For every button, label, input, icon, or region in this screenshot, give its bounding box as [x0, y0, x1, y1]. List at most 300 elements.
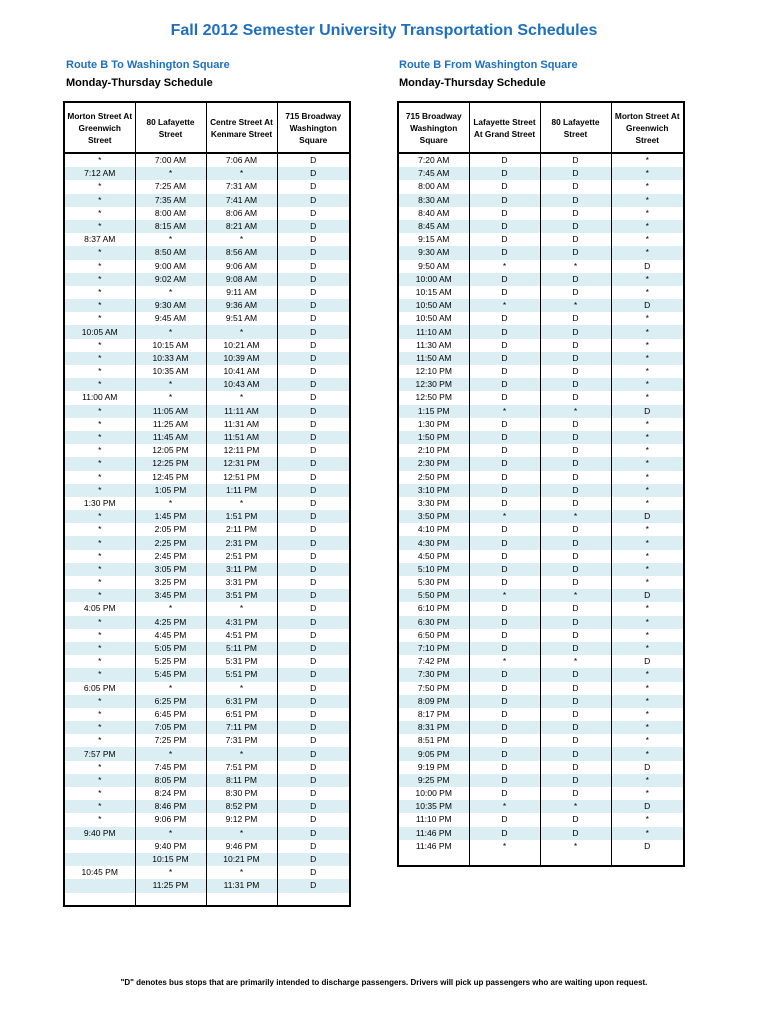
- table-cell: D: [540, 827, 611, 840]
- table-row: [64, 352, 350, 365]
- table-row: [398, 457, 684, 470]
- table-cell: *: [98, 735, 102, 746]
- table-cell: 9:46 PM: [206, 840, 277, 853]
- table-cell: D: [277, 286, 350, 299]
- table-cell: D: [277, 457, 350, 470]
- table-cell: 1:30 PM: [83, 497, 116, 508]
- table-row: [398, 352, 684, 365]
- table-cell: D: [277, 827, 350, 840]
- table-cell: 6:45 PM: [135, 708, 206, 721]
- page-title: Fall 2012 Semester University Transportation Schedules: [170, 22, 598, 39]
- table-cell: D: [469, 682, 540, 695]
- table-row: [398, 273, 684, 286]
- table-cell: *: [135, 497, 206, 510]
- table-cell: 4:05 PM: [83, 603, 116, 614]
- table-cell: D: [277, 734, 350, 747]
- table-cell: *: [611, 813, 684, 826]
- table-cell: *: [469, 260, 540, 273]
- table-row: [398, 774, 684, 787]
- table-cell: 8:11 PM: [206, 774, 277, 787]
- table-cell: D: [469, 207, 540, 220]
- table-cell: D: [469, 180, 540, 193]
- table-cell: *: [206, 233, 277, 246]
- table-cell: D: [277, 853, 350, 866]
- table-cell: D: [540, 325, 611, 338]
- table-cell: 8:30 AM: [398, 194, 469, 207]
- table-row: [64, 813, 350, 826]
- table-row: [398, 629, 684, 642]
- table-cell: 11:30 AM: [416, 339, 452, 350]
- table-cell: D: [540, 246, 611, 259]
- table-row: [64, 563, 350, 576]
- table-cell: [64, 840, 135, 853]
- table-cell: 9:02 AM: [135, 273, 206, 286]
- table-cell: 9:40 PM: [135, 840, 206, 853]
- table-cell: D: [540, 747, 611, 760]
- table-cell: *: [98, 761, 102, 772]
- table-cell: 8:52 PM: [206, 800, 277, 813]
- table-cell: D: [277, 378, 350, 391]
- table-cell: D: [277, 352, 350, 365]
- table-cell: D: [540, 550, 611, 563]
- table-cell: 11:10 PM: [415, 814, 452, 825]
- table-cell: D: [277, 682, 350, 695]
- table-cell: *: [206, 866, 277, 879]
- table-cell: D: [540, 418, 611, 431]
- table-cell: D: [540, 708, 611, 721]
- route-from-schedule-label: Monday-Thursday Schedule: [399, 77, 546, 89]
- table-cell: 8:06 AM: [206, 207, 277, 220]
- table-cell: D: [540, 457, 611, 470]
- table-cell: *: [540, 589, 611, 602]
- table-cell: 11:05 AM: [135, 405, 206, 418]
- table-cell: 8:40 AM: [418, 207, 450, 218]
- table-cell: *: [611, 325, 684, 338]
- table-cell: 5:10 PM: [398, 563, 469, 576]
- table-cell: D: [277, 431, 350, 444]
- table-cell: 11:46 PM: [415, 840, 452, 851]
- column-header: Morton Street At Greenwich Street: [64, 102, 135, 153]
- table-cell: 11:25 AM: [135, 418, 206, 431]
- table-cell: 7:57 PM: [64, 747, 135, 760]
- column-header: 80 Lafayette Street: [540, 102, 611, 153]
- table-cell: *: [135, 325, 206, 338]
- table-cell: *: [135, 378, 206, 391]
- table-cell: 9:15 AM: [418, 234, 450, 245]
- table-row: [64, 405, 350, 418]
- table-row: [64, 866, 350, 879]
- table-cell: D: [469, 642, 540, 655]
- table-row: [398, 800, 684, 813]
- table-cell: *: [98, 207, 102, 218]
- table-cell: 3:30 PM: [417, 497, 450, 508]
- table-cell: D: [277, 616, 350, 629]
- table-cell: D: [540, 761, 611, 774]
- table-cell: 10:33 AM: [135, 352, 206, 365]
- table-cell: *: [64, 616, 135, 629]
- table-cell: 8:00 AM: [135, 207, 206, 220]
- table-row: [64, 787, 350, 800]
- table-cell: D: [277, 207, 350, 220]
- table-row: [398, 444, 684, 457]
- table-cell: 10:41 AM: [206, 365, 277, 378]
- table-cell: 1:51 PM: [206, 510, 277, 523]
- table-cell: 6:05 PM: [83, 682, 116, 693]
- table-cell: *: [64, 405, 135, 418]
- table-cell: *: [611, 339, 684, 352]
- table-row: [64, 418, 350, 431]
- table-cell: *: [611, 668, 684, 681]
- table-row: [64, 708, 350, 721]
- table-cell: D: [277, 576, 350, 589]
- table-cell: 5:51 PM: [206, 668, 277, 681]
- table-row: [398, 233, 684, 246]
- table-row: [64, 444, 350, 457]
- table-cell: 7:42 PM: [417, 656, 450, 667]
- table-cell: *: [64, 536, 135, 549]
- table-cell: *: [98, 181, 102, 192]
- table-row: [64, 747, 350, 760]
- table-cell: 10:21 PM: [206, 853, 277, 866]
- table-cell: *: [611, 220, 684, 233]
- table-cell: 7:05 PM: [135, 721, 206, 734]
- table-row: [64, 378, 350, 391]
- table-cell: D: [540, 365, 611, 378]
- table-cell: D: [469, 550, 540, 563]
- table-cell: *: [64, 695, 135, 708]
- table-cell: 8:46 PM: [135, 800, 206, 813]
- table-row: [398, 497, 684, 510]
- table-cell: 5:45 PM: [135, 668, 206, 681]
- table-cell: 8:30 PM: [206, 787, 277, 800]
- table-cell: D: [469, 576, 540, 589]
- table-cell: D: [611, 800, 684, 813]
- table-cell: *: [64, 194, 135, 207]
- table-cell: 7:51 PM: [206, 761, 277, 774]
- table-cell: 8:31 PM: [398, 721, 469, 734]
- table-cell: 9:30 AM: [135, 299, 206, 312]
- table-cell: D: [540, 695, 611, 708]
- table-row: [64, 840, 350, 853]
- table-cell: *: [64, 484, 135, 497]
- table-cell: 2:11 PM: [206, 523, 277, 536]
- table-row: [64, 629, 350, 642]
- table-cell: *: [64, 378, 135, 391]
- table-row: [64, 260, 350, 273]
- table-cell: D: [469, 286, 540, 299]
- table-cell: [469, 853, 540, 866]
- table-row: [64, 431, 350, 444]
- table-row: [398, 246, 684, 259]
- table-cell: D: [277, 747, 350, 760]
- table-cell: 8:37 AM: [84, 234, 116, 245]
- table-cell: 7:45 PM: [135, 761, 206, 774]
- table-cell: D: [277, 761, 350, 774]
- table-cell: D: [277, 589, 350, 602]
- table-row: [398, 365, 684, 378]
- table-cell: 3:10 PM: [398, 484, 469, 497]
- table-cell: D: [540, 642, 611, 655]
- table-cell: 6:10 PM: [417, 603, 450, 614]
- table-cell: *: [64, 431, 135, 444]
- table-row: [398, 616, 684, 629]
- table-cell: *: [98, 788, 102, 799]
- table-cell: 8:50 AM: [135, 246, 206, 259]
- table-cell: *: [135, 233, 206, 246]
- table-row: [64, 339, 350, 352]
- table-row: [64, 800, 350, 813]
- table-cell: *: [611, 246, 684, 259]
- table-row: [398, 550, 684, 563]
- table-cell: D: [277, 246, 350, 259]
- table-cell: *: [540, 840, 611, 853]
- table-cell: D: [469, 444, 540, 457]
- table-cell: D: [469, 721, 540, 734]
- table-cell: 12:05 PM: [135, 444, 206, 457]
- table-cell: 7:31 PM: [206, 734, 277, 747]
- table-cell: D: [540, 629, 611, 642]
- table-row: [64, 273, 350, 286]
- table-cell: 1:11 PM: [206, 484, 277, 497]
- table-cell: 1:30 PM: [417, 418, 450, 429]
- table-row: [398, 589, 684, 602]
- table-cell: D: [469, 431, 540, 444]
- table-cell: D: [277, 523, 350, 536]
- table-cell: D: [277, 299, 350, 312]
- table-row: [64, 576, 350, 589]
- table-cell: *: [98, 471, 102, 482]
- table-cell: D: [540, 787, 611, 800]
- table-cell: 10:00 PM: [415, 788, 452, 799]
- table-row: [64, 695, 350, 708]
- table-cell: *: [611, 642, 684, 655]
- table-cell: D: [469, 813, 540, 826]
- table-row: [398, 471, 684, 484]
- table-cell: D: [277, 708, 350, 721]
- table-cell: *: [611, 180, 684, 193]
- table-cell: *: [98, 313, 102, 324]
- table-cell: 12:30 PM: [398, 378, 469, 391]
- table-cell: *: [611, 629, 684, 642]
- table-cell: *: [611, 352, 684, 365]
- table-cell: *: [611, 497, 684, 510]
- table-cell: 9:11 AM: [206, 286, 277, 299]
- table-row: [398, 510, 684, 523]
- table-row: [398, 642, 684, 655]
- table-cell: *: [98, 656, 102, 667]
- table-cell: *: [611, 616, 684, 629]
- table-cell: D: [611, 299, 684, 312]
- table-row: [398, 418, 684, 431]
- table-cell: [64, 879, 135, 892]
- table-cell: D: [540, 523, 611, 536]
- table-row: [64, 827, 350, 840]
- table-cell: *: [64, 589, 135, 602]
- table-cell: D: [277, 180, 350, 193]
- table-cell: D: [469, 352, 540, 365]
- table-cell: *: [540, 655, 611, 668]
- table-cell: 11:11 AM: [206, 405, 277, 418]
- table-row: [64, 484, 350, 497]
- table-cell: *: [611, 563, 684, 576]
- table-row: [398, 734, 684, 747]
- table-row: [64, 167, 350, 180]
- table-row: [398, 378, 684, 391]
- table-cell: 7:50 PM: [417, 682, 450, 693]
- table-row: [398, 827, 684, 840]
- table-cell: [611, 853, 684, 866]
- table-cell: 5:31 PM: [206, 655, 277, 668]
- table-cell: *: [206, 391, 277, 404]
- table-cell: 10:35 AM: [135, 365, 206, 378]
- table-cell: *: [135, 866, 206, 879]
- table-cell: 9:50 AM: [418, 260, 450, 271]
- table-row: [398, 813, 684, 826]
- table-row: [64, 523, 350, 536]
- table-cell: D: [540, 563, 611, 576]
- table-cell: 7:20 AM: [418, 155, 450, 166]
- table-cell: D: [469, 194, 540, 207]
- table-row: [64, 365, 350, 378]
- table-cell: 3:25 PM: [135, 576, 206, 589]
- table-row: [64, 668, 350, 681]
- table-cell: D: [277, 563, 350, 576]
- table-cell: *: [64, 352, 135, 365]
- table-cell: *: [611, 444, 684, 457]
- table-cell: 10:15 PM: [135, 853, 206, 866]
- table-cell: D: [469, 153, 540, 167]
- table-cell: D: [277, 497, 350, 510]
- table-row: [64, 194, 350, 207]
- table-cell: D: [611, 260, 684, 273]
- table-cell: D: [469, 325, 540, 338]
- table-cell: D: [540, 536, 611, 549]
- table-header-row: [398, 102, 684, 153]
- table-cell: D: [469, 312, 540, 325]
- table-cell: *: [611, 576, 684, 589]
- table-row: [398, 655, 684, 668]
- table-cell: 7:00 AM: [135, 153, 206, 167]
- column-header: 715 Broadway Washington Square: [398, 102, 469, 153]
- table-row: [64, 774, 350, 787]
- table-row: [64, 391, 350, 404]
- table-row: [64, 655, 350, 668]
- table-cell: D: [469, 418, 540, 431]
- table-cell: D: [277, 668, 350, 681]
- table-cell: 10:21 AM: [206, 339, 277, 352]
- table-cell: D: [469, 523, 540, 536]
- table-cell: D: [540, 668, 611, 681]
- table-cell: *: [611, 207, 684, 220]
- table-cell: D: [540, 273, 611, 286]
- table-cell: 8:21 AM: [206, 220, 277, 233]
- table-cell: D: [277, 774, 350, 787]
- table-cell: 9:40 PM: [64, 827, 135, 840]
- table-cell: 6:25 PM: [135, 695, 206, 708]
- table-cell: 6:51 PM: [206, 708, 277, 721]
- table-cell: *: [98, 260, 102, 271]
- table-cell: D: [469, 273, 540, 286]
- table-cell: *: [540, 299, 611, 312]
- table-cell: D: [277, 550, 350, 563]
- route-to-title: Route B To Washington Square: [66, 59, 230, 71]
- table-cell: *: [98, 366, 102, 377]
- table-row: [64, 220, 350, 233]
- table-cell: D: [540, 602, 611, 615]
- table-cell: D: [540, 153, 611, 167]
- table-cell: 6:50 PM: [417, 629, 450, 640]
- table-cell: 8:51 PM: [417, 735, 450, 746]
- table-header-row: [64, 102, 350, 153]
- table-cell: 7:35 AM: [135, 194, 206, 207]
- table-cell: D: [469, 708, 540, 721]
- table-cell: 4:51 PM: [206, 629, 277, 642]
- table-cell: 2:05 PM: [135, 523, 206, 536]
- table-row: [398, 563, 684, 576]
- table-cell: D: [611, 761, 684, 774]
- route-from-table: [397, 101, 685, 867]
- table-cell: 10:43 AM: [206, 378, 277, 391]
- table-row: [398, 286, 684, 299]
- table-cell: 4:25 PM: [135, 616, 206, 629]
- table-cell: D: [277, 273, 350, 286]
- table-cell: 7:11 PM: [206, 721, 277, 734]
- table-cell: 10:00 AM: [398, 273, 469, 286]
- table-cell: D: [469, 827, 540, 840]
- table-cell: 4:45 PM: [135, 629, 206, 642]
- table-cell: *: [64, 273, 135, 286]
- table-cell: 11:46 PM: [398, 827, 469, 840]
- table-cell: *: [611, 273, 684, 286]
- table-cell: 11:50 AM: [398, 352, 469, 365]
- table-row: [64, 153, 350, 167]
- table-cell: 11:45 AM: [135, 431, 206, 444]
- table-cell: *: [469, 800, 540, 813]
- table-row: [64, 879, 350, 892]
- table-cell: 10:39 AM: [206, 352, 277, 365]
- table-cell: [540, 853, 611, 866]
- table-cell: *: [611, 286, 684, 299]
- table-cell: *: [611, 734, 684, 747]
- table-cell: *: [206, 682, 277, 695]
- table-cell: 9:06 PM: [135, 813, 206, 826]
- table-cell: *: [64, 800, 135, 813]
- table-cell: D: [540, 378, 611, 391]
- table-cell: *: [98, 629, 102, 640]
- table-cell: *: [611, 484, 684, 497]
- table-cell: D: [540, 352, 611, 365]
- table-cell: 9:36 AM: [206, 299, 277, 312]
- table-cell: *: [611, 153, 684, 167]
- table-cell: *: [98, 814, 102, 825]
- table-cell: 5:05 PM: [135, 642, 206, 655]
- table-cell: *: [611, 708, 684, 721]
- table-cell: 8:17 PM: [417, 708, 450, 719]
- table-cell: D: [469, 668, 540, 681]
- table-cell: D: [277, 879, 350, 892]
- table-cell: 2:31 PM: [206, 536, 277, 549]
- table-cell: *: [611, 695, 684, 708]
- table-cell: 6:31 PM: [206, 695, 277, 708]
- table-cell: D: [277, 787, 350, 800]
- table-row: [398, 682, 684, 695]
- table-cell: 9:30 AM: [398, 246, 469, 259]
- table-cell: *: [64, 721, 135, 734]
- table-cell: 12:51 PM: [206, 471, 277, 484]
- table-row: [398, 325, 684, 338]
- table-cell: D: [277, 260, 350, 273]
- table-row: [398, 840, 684, 853]
